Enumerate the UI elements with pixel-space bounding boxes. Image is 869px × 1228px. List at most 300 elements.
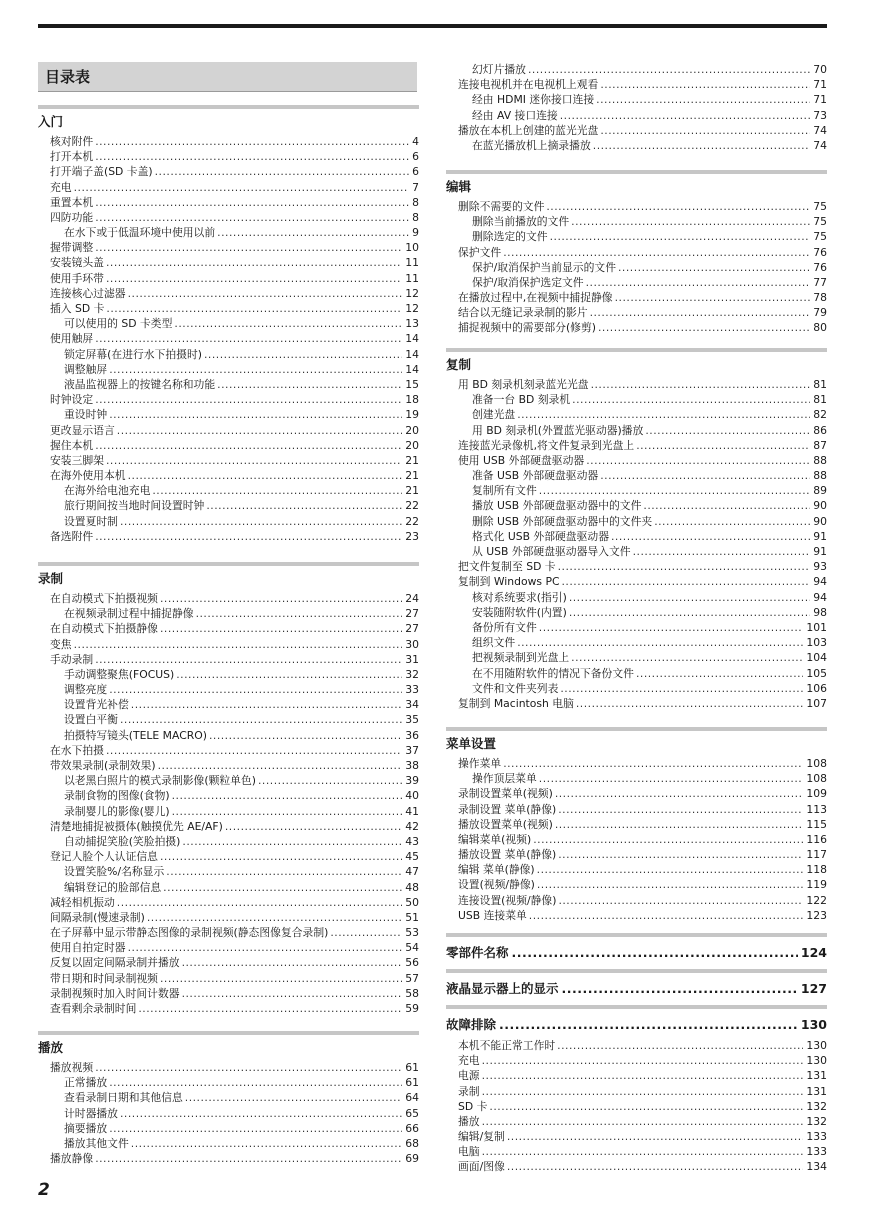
entry-page: 87	[813, 438, 827, 452]
toc-list	[446, 1038, 827, 1175]
toc-entry[interactable]	[446, 138, 827, 153]
toc-entry[interactable]	[446, 1053, 827, 1068]
entry-page: 79	[813, 306, 827, 320]
entry-label: 打开端子盖(SD 卡盖)	[50, 165, 153, 179]
toc-entry[interactable]	[446, 681, 827, 696]
entry-page: 35	[405, 713, 419, 727]
entry-label: 更改显示语言	[50, 423, 115, 437]
toc-entry[interactable]	[38, 225, 419, 240]
entry-page: 75	[813, 230, 827, 244]
toc-entry[interactable]	[446, 969, 827, 999]
toc-entry[interactable]	[38, 971, 419, 986]
toc-entry[interactable]	[446, 1099, 827, 1114]
leader-dots	[185, 1090, 402, 1105]
toc-entry[interactable]	[38, 149, 419, 164]
entry-label: 复制到 Macintosh 电脑	[458, 696, 574, 710]
entry-label: 核对系统要求(指引)	[472, 590, 567, 604]
toc-entry[interactable]	[446, 77, 827, 92]
entry-page: 94	[813, 575, 827, 589]
leader-dots	[152, 483, 402, 498]
entry-page: 14	[405, 332, 419, 346]
toc-entry[interactable]	[38, 301, 419, 316]
toc-entry[interactable]	[38, 134, 419, 149]
leader-dots	[106, 271, 402, 286]
entry-label: 握带调整	[50, 241, 94, 255]
entry-label: 重置本机	[50, 195, 94, 209]
leader-dots	[596, 92, 810, 107]
entry-label: 播放 USB 外部硬盘驱动器中的文件	[472, 499, 642, 513]
toc-entry[interactable]	[38, 499, 419, 514]
entry-page: 59	[405, 1002, 419, 1016]
leader-dots	[109, 1075, 402, 1090]
toc-entry[interactable]	[38, 483, 419, 498]
leader-dots	[109, 1121, 402, 1136]
entry-label: 删除当前播放的文件	[472, 215, 570, 229]
toc-list	[38, 591, 419, 1016]
entry-page: 117	[806, 848, 827, 862]
toc-entry[interactable]	[446, 92, 827, 107]
leader-dots	[539, 620, 804, 635]
leader-dots	[106, 743, 402, 758]
toc-entry[interactable]	[446, 290, 827, 305]
toc-entry[interactable]	[446, 590, 827, 605]
toc-entry[interactable]	[38, 652, 419, 667]
leader-dots	[482, 1053, 804, 1068]
entry-page: 6	[412, 150, 419, 164]
leader-dots	[95, 210, 409, 225]
entry-label: 结合以无缝记录录制的影片	[458, 306, 588, 320]
toc-entry[interactable]	[38, 682, 419, 697]
toc-entry[interactable]	[38, 910, 419, 925]
entry-label: 操作顶层菜单	[472, 772, 537, 786]
entry-label: 反复以固定间隔录制并播放	[50, 956, 180, 970]
entry-page: 75	[813, 199, 827, 213]
leader-dots	[636, 666, 803, 681]
entry-page: 71	[813, 93, 827, 107]
entry-page: 133	[806, 1130, 827, 1144]
leader-dots	[217, 377, 402, 392]
leader-dots	[489, 1099, 803, 1114]
entry-page: 4	[412, 134, 419, 148]
toc-entry[interactable]	[38, 667, 419, 682]
entry-page: 66	[405, 1121, 419, 1135]
leader-dots	[600, 468, 810, 483]
toc-entry[interactable]	[38, 1090, 419, 1105]
entry-page: 11	[405, 271, 419, 285]
toc-entry[interactable]	[38, 925, 419, 940]
toc-entry[interactable]	[38, 377, 419, 392]
leader-dots	[576, 696, 804, 711]
toc-entry[interactable]	[446, 260, 827, 275]
toc-entry[interactable]	[446, 933, 827, 963]
leader-dots	[172, 804, 403, 819]
entry-label: 本机不能正常工作时	[458, 1038, 556, 1052]
entry-page: 13	[405, 317, 419, 331]
entry-page: 24	[405, 591, 419, 605]
entry-label: 重设时钟	[64, 408, 108, 422]
entry-label: 画面/图像	[458, 1160, 505, 1174]
toc-entry[interactable]	[38, 271, 419, 286]
toc-entry[interactable]	[446, 696, 827, 711]
toc-entry[interactable]	[446, 666, 827, 681]
entry-page: 33	[405, 683, 419, 697]
toc-entry[interactable]	[38, 758, 419, 773]
entry-page: 12	[405, 302, 419, 316]
entry-label: 使用触屏	[50, 332, 94, 346]
toc-entry[interactable]	[38, 1136, 419, 1151]
leader-dots	[182, 955, 403, 970]
leader-dots	[558, 559, 811, 574]
leader-dots	[95, 195, 409, 210]
toc-entry[interactable]	[38, 743, 419, 758]
leader-dots	[120, 1106, 402, 1121]
toc-entry[interactable]	[446, 468, 827, 483]
toc-entry[interactable]	[38, 880, 419, 895]
toc-entry[interactable]	[446, 574, 827, 589]
toc-entry[interactable]	[446, 605, 827, 620]
toc-entry[interactable]	[446, 199, 827, 214]
toc-entry[interactable]	[38, 514, 419, 529]
leader-dots	[533, 832, 803, 847]
entry-label: 连接电视机并在电视机上观看	[458, 78, 599, 92]
leader-dots	[529, 908, 804, 923]
entry-label: 设置(视频/静像)	[458, 878, 535, 892]
entry-label: 播放设置菜单(视频)	[458, 817, 553, 831]
toc-entry[interactable]	[38, 713, 419, 728]
entry-page: 11	[405, 256, 419, 270]
entry-page: 15	[405, 377, 419, 391]
entry-page: 14	[405, 347, 419, 361]
toc-entry[interactable]	[446, 620, 827, 635]
toc-entry[interactable]	[446, 499, 827, 514]
entry-page: 82	[813, 408, 827, 422]
entry-page: 20	[405, 423, 419, 437]
leader-dots	[109, 407, 402, 422]
toc-entry[interactable]	[38, 591, 419, 606]
entry-page: 61	[405, 1076, 419, 1090]
toc-entry[interactable]	[38, 1151, 419, 1166]
entry-page: 130	[800, 1017, 827, 1032]
entry-page: 36	[405, 728, 419, 742]
leader-dots	[618, 260, 810, 275]
entry-label: 录制	[458, 1084, 480, 1098]
entry-label: 调整亮度	[64, 683, 108, 697]
entry-label: 操作菜单	[458, 756, 502, 770]
leader-dots	[537, 877, 804, 892]
entry-label: 编辑菜单(视频)	[458, 832, 532, 846]
toc-entry[interactable]	[446, 514, 827, 529]
entry-label: SD 卡	[458, 1099, 488, 1113]
toc-entry[interactable]	[38, 804, 419, 819]
leader-dots	[95, 240, 402, 255]
toc-entry[interactable]	[38, 697, 419, 712]
leader-dots	[482, 1114, 804, 1129]
toc-entry[interactable]	[446, 635, 827, 650]
toc-entry[interactable]	[446, 229, 827, 244]
entry-label: 捕捉视频中的需要部分(修剪)	[458, 321, 596, 335]
toc-entry[interactable]	[446, 1038, 827, 1053]
entry-page: 131	[806, 1069, 827, 1083]
entry-page: 101	[806, 620, 827, 634]
leader-dots	[206, 498, 402, 513]
toc-entry[interactable]	[446, 817, 827, 832]
entry-page: 21	[405, 453, 419, 467]
entry-label: 电源	[458, 1069, 480, 1083]
leader-dots	[643, 498, 810, 513]
entry-page: 30	[405, 637, 419, 651]
entry-page: 81	[813, 393, 827, 407]
leader-dots	[507, 1129, 804, 1144]
toc-entry[interactable]	[446, 529, 827, 544]
toc-entry[interactable]	[38, 423, 419, 438]
toc-entry[interactable]	[446, 893, 827, 908]
toc-entry[interactable]	[38, 286, 419, 301]
leader-dots	[555, 786, 804, 801]
toc-entry[interactable]	[446, 802, 827, 817]
toc-entry[interactable]	[38, 895, 419, 910]
toc-entry[interactable]	[38, 180, 419, 195]
leader-dots	[95, 652, 402, 667]
entry-page: 91	[813, 529, 827, 543]
toc-entry[interactable]	[38, 849, 419, 864]
entry-label: 液晶显示器上的显示	[446, 981, 559, 996]
entry-page: 104	[806, 651, 827, 665]
entry-page: 8	[412, 195, 419, 209]
toc-entry[interactable]	[38, 1060, 419, 1075]
toc-entry[interactable]	[38, 256, 419, 271]
entry-page: 93	[813, 560, 827, 574]
entry-page: 77	[813, 275, 827, 289]
entry-label: 握住本机	[50, 438, 94, 452]
toc-entry[interactable]	[38, 316, 419, 331]
entry-label: 在蓝光播放机上摘录播放	[472, 138, 591, 152]
entry-label: 播放	[458, 1114, 480, 1128]
toc-entry[interactable]	[446, 832, 827, 847]
toc-entry[interactable]	[38, 529, 419, 544]
leader-dots	[158, 758, 403, 773]
leader-dots	[95, 529, 402, 544]
entry-page: 57	[405, 971, 419, 985]
toc-entry[interactable]	[38, 637, 419, 652]
toc-entry[interactable]	[38, 819, 419, 834]
toc-entry[interactable]	[446, 786, 827, 801]
entry-label: 录制设置菜单(视频)	[458, 787, 553, 801]
toc-entry[interactable]	[38, 1121, 419, 1136]
entry-label: 在海外给电池充电	[64, 484, 151, 498]
entry-label: 核对附件	[50, 134, 94, 148]
toc-entry[interactable]	[38, 773, 419, 788]
toc-entry[interactable]	[446, 862, 827, 877]
entry-page: 108	[806, 772, 827, 786]
toc-entry[interactable]	[446, 650, 827, 665]
entry-label: 保护/取消保护当前显示的文件	[472, 260, 616, 274]
entry-label: 在播放过程中,在视频中捕捉静像	[458, 291, 613, 305]
entry-page: 23	[405, 529, 419, 543]
entry-label: 连接设置(视频/静像)	[458, 893, 557, 907]
toc-entry[interactable]	[38, 347, 419, 362]
entry-label: 带效果录制(录制效果)	[50, 759, 156, 773]
toc-entry[interactable]	[446, 1144, 827, 1159]
leader-dots	[117, 423, 402, 438]
leader-dots	[560, 681, 803, 696]
toc-entry[interactable]	[446, 1084, 827, 1099]
toc-entry[interactable]	[38, 392, 419, 407]
toc-list	[446, 199, 827, 336]
entry-page: 50	[405, 895, 419, 909]
section-heading: 播放	[38, 1031, 419, 1058]
toc-entry[interactable]	[38, 864, 419, 879]
toc-entry[interactable]	[38, 1075, 419, 1090]
toc-entry[interactable]	[38, 164, 419, 179]
toc-entry[interactable]	[38, 606, 419, 621]
toc-entry[interactable]	[38, 210, 419, 225]
entry-page: 56	[405, 956, 419, 970]
toc-entry[interactable]	[38, 438, 419, 453]
toc-entry[interactable]	[446, 878, 827, 893]
entry-page: 81	[813, 377, 827, 391]
leader-dots	[550, 229, 811, 244]
toc-entry[interactable]	[38, 940, 419, 955]
entry-label: USB 连接菜单	[458, 908, 527, 922]
entry-page: 78	[813, 291, 827, 305]
toc-entry[interactable]	[446, 108, 827, 123]
leader-dots	[74, 180, 410, 195]
toc-entry[interactable]	[446, 392, 827, 407]
toc-entry[interactable]	[446, 1114, 827, 1129]
toc-entry[interactable]	[446, 123, 827, 138]
entry-label: 安装三脚架	[50, 453, 104, 467]
toc-entry[interactable]	[38, 195, 419, 210]
leader-dots	[95, 1151, 402, 1166]
toc-entry[interactable]	[446, 423, 827, 438]
toc-entry[interactable]	[446, 377, 827, 392]
entry-label: 播放其他文件	[64, 1136, 129, 1150]
entry-page: 115	[806, 817, 827, 831]
leader-dots	[166, 864, 402, 879]
entry-label: 设置背光补偿	[64, 698, 129, 712]
toc-entry[interactable]	[446, 214, 827, 229]
toc-entry[interactable]	[38, 1106, 419, 1121]
toc-entry[interactable]	[446, 771, 827, 786]
toc-entry[interactable]	[38, 621, 419, 636]
entry-page: 9	[412, 226, 419, 240]
entry-page: 74	[813, 123, 827, 137]
entry-label: 四防功能	[50, 210, 94, 224]
entry-label: 正常播放	[64, 1076, 108, 1090]
toc-entry[interactable]	[38, 834, 419, 849]
toc-entry[interactable]	[446, 483, 827, 498]
entry-page: 88	[813, 453, 827, 467]
toc-entry[interactable]	[38, 240, 419, 255]
entry-label: 时钟设定	[50, 393, 94, 407]
leader-dots	[160, 621, 402, 636]
toc-entry[interactable]	[38, 362, 419, 377]
toc-entry[interactable]	[446, 1005, 827, 1035]
toc-entry[interactable]	[446, 275, 827, 290]
entry-label: 打开本机	[50, 150, 94, 164]
leader-dots	[598, 320, 810, 335]
toc-entry[interactable]	[38, 956, 419, 971]
toc-entry[interactable]	[38, 468, 419, 483]
entry-page: 22	[405, 499, 419, 513]
toc-entry[interactable]	[446, 544, 827, 559]
entry-page: 58	[405, 986, 419, 1000]
entry-page: 91	[813, 545, 827, 559]
toc-entry[interactable]	[446, 559, 827, 574]
entry-page: 69	[405, 1152, 419, 1166]
leader-dots	[109, 362, 402, 377]
entry-page: 65	[405, 1106, 419, 1120]
entry-label: 在水下拍摄	[50, 743, 104, 757]
leader-dots	[95, 149, 409, 164]
section-heading: 复制	[446, 348, 827, 375]
entry-page: 6	[412, 165, 419, 179]
entry-label: 变焦	[50, 637, 72, 651]
entry-page: 27	[405, 622, 419, 636]
toc-entry[interactable]	[38, 788, 419, 803]
toc-entry[interactable]	[38, 1001, 419, 1016]
toc-entry[interactable]	[38, 986, 419, 1001]
entry-page: 74	[813, 138, 827, 152]
leader-dots	[128, 940, 403, 955]
entry-page: 132	[806, 1099, 827, 1113]
entry-page: 89	[813, 484, 827, 498]
leader-dots	[209, 728, 402, 743]
entry-page: 7	[412, 180, 419, 194]
leader-dots	[507, 1159, 804, 1174]
entry-label: 幻灯片播放	[472, 62, 526, 76]
entry-label: 把视频录制到光盘上	[472, 651, 570, 665]
toc-entry[interactable]	[446, 245, 827, 260]
leader-dots	[539, 483, 810, 498]
toc-entry[interactable]	[446, 321, 827, 336]
entry-page: 54	[405, 941, 419, 955]
entry-label: 设置笑脸%/名称显示	[64, 865, 165, 879]
entry-page: 118	[806, 863, 827, 877]
leader-dots	[172, 788, 403, 803]
toc-list	[38, 1060, 419, 1166]
toc-entry[interactable]	[38, 407, 419, 422]
toc-entry[interactable]	[446, 407, 827, 422]
toc-entry[interactable]	[446, 1160, 827, 1175]
entry-page: 27	[405, 607, 419, 621]
leader-dots	[106, 255, 402, 270]
toc-entry[interactable]	[38, 453, 419, 468]
entry-page: 130	[806, 1038, 827, 1052]
toc-entry[interactable]	[446, 1068, 827, 1083]
entry-label: 摘要播放	[64, 1121, 108, 1135]
toc-entry[interactable]	[38, 728, 419, 743]
section-heading: 编辑	[446, 170, 827, 197]
toc-entry[interactable]	[446, 1129, 827, 1144]
toc-entry[interactable]	[446, 438, 827, 453]
leader-dots	[517, 635, 803, 650]
toc-entry[interactable]	[446, 305, 827, 320]
entry-label: 充电	[50, 180, 72, 194]
entry-label: 设置白平衡	[64, 713, 118, 727]
entry-page: 132	[806, 1114, 827, 1128]
toc-entry[interactable]	[446, 453, 827, 468]
entry-label: 使用 USB 外部硬盘驱动器	[458, 453, 585, 467]
toc-entry[interactable]	[446, 62, 827, 77]
leader-dots	[147, 910, 402, 925]
toc-entry[interactable]	[446, 847, 827, 862]
entry-label: 在子屏幕中显示带静态图像的录制视频(静态图像复合录制)	[50, 926, 329, 940]
toc-entry[interactable]	[38, 331, 419, 346]
entry-label: 间隔录制(慢速录制)	[50, 910, 145, 924]
toc-entry[interactable]	[446, 908, 827, 923]
toc-entry[interactable]	[446, 756, 827, 771]
